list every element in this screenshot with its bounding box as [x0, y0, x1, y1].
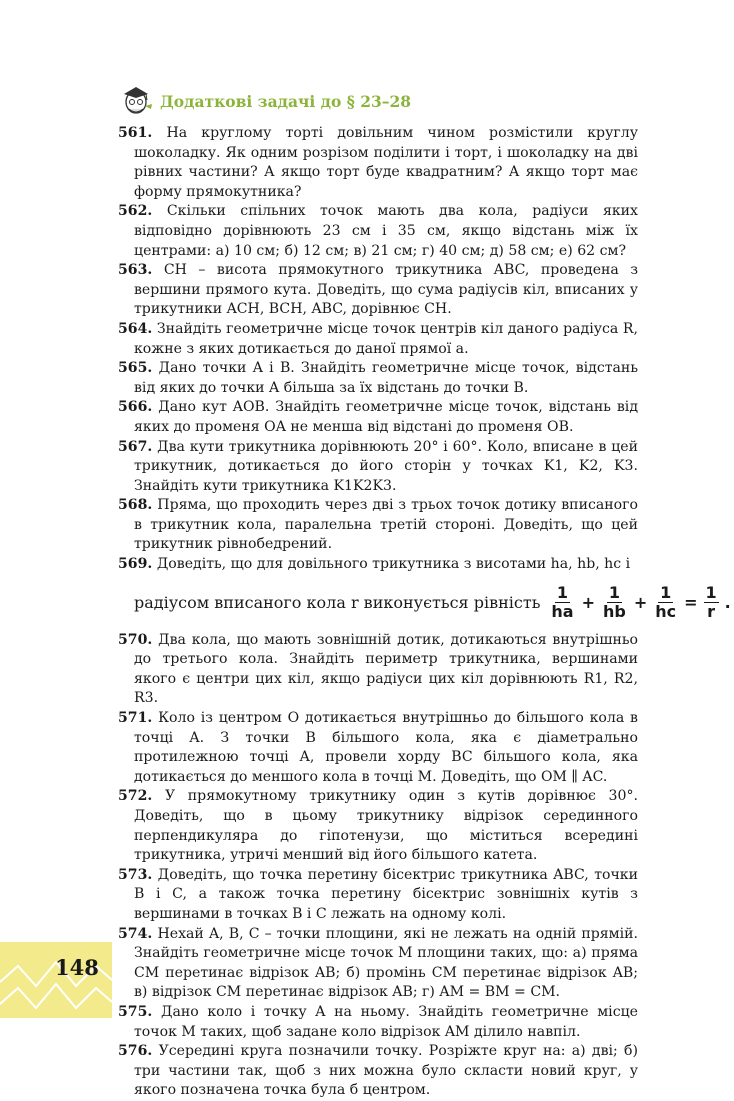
problem-575: 575. Дано коло і точку A на ньому. Знайдіть геометричне місце точок M таких, щоб задане коло відрізок AM ділило навпіл. — [118, 1003, 638, 1040]
problem-561: 561. На круглому торті довільним чином розмістили круглу шоколадку. Як одним розрізом поділити і торт, і шоколадку на дві рівних частини? А якщо торт буде квадратним? А якщо торт має форму прямокутника? — [118, 125, 639, 200]
fraction: $\frac{1}{hb}$ — [603, 583, 626, 622]
page-number: 148 — [55, 955, 99, 980]
section-title: Додаткові задачі до § 23–28 — [160, 91, 412, 111]
fraction: $\frac{1}{ha}$ — [551, 583, 574, 622]
fraction: $\frac{1}{r}$ — [705, 583, 717, 622]
problem-567: 567. Два кути трикутника дорівнюють 20° і 60°. Коло, вписане в цей трикутник, дотикається до його сторін у точках K1, K2, K3. Знайдіть кути трикутника K1K2K3. — [118, 438, 638, 494]
problem-566: 566. Дано кут AOB. Знайдіть геометричне місце точок, відстань від яких до променя OA не менша від відстані до променя OB. — [118, 399, 638, 435]
problem-573: 573. Доведіть, що точка перетину бісектрис трикутника ABC, точки B і C, а також точка перетину бісектрис зовнішніх кутів з вершинами в точках B і C лежать на одному колі. — [118, 866, 638, 922]
problem-list — [118, 124, 731, 1101]
corner-decoration — [0, 942, 112, 1018]
section-header — [118, 84, 411, 118]
formula-text: радіусом вписаного кола r виконується рівність — [134, 593, 541, 613]
problem-564: 564. Знайдіть геометричне місце точок центрів кіл даного радіуса R, кожне з яких дотикається до даної прямої a. — [118, 320, 638, 357]
professor-icon — [118, 84, 154, 118]
problem-565: 565. Дано точки A і B. Знайдіть геометричне місце точок, відстань від яких до точки A більша за їх відстань до точки B. — [118, 360, 638, 396]
problem-568: 568. Пряма, що проходить через дві з трьох точок дотику вписаного в трикутник кола, паралельна третій стороні. Доведіть, що цей трикутник рівнобедрений. — [118, 497, 639, 553]
problem-576: 576. Усередині круга позначили точку. Розріжте круг на: а) дві; б) три частини так, щоб з них можна було скласти новий круг, у якого позначена точка була б центром. — [118, 1043, 638, 1099]
problem-570: 570. Два кола, що мають зовнішній дотик, дотикаються внутрішньо до третього кола. Знайдіть периметр трикутника, вершинами якого є центри цих кіл, якщо радіуси цих кіл дорівнюють R1, R2, R3. — [118, 631, 639, 707]
problem-569: 569. Доведіть, що для довільного трикутника з висотами ha, hb, hc і — [118, 556, 631, 573]
problem-574: 574. Нехай A, B, C – точки площини, які не лежать на одній прямій. Знайдіть геометричне місце точок M площини таких, що: а) пряма CM перетинає відрізок AB; б) промінь CM перетинає відрізок AB; в) відрізок CM перетинає відрізок AB; г) AM = BM = CM. — [118, 925, 638, 1001]
problem-562: 562. Скільки спільних точок мають два кола, радіуси яких відповідно дорівнюють 23 см і 35 см, якщо відстань між їх центрами: а) 10 см; б) 12 см; в) 21 см; г) 40 см; д) 58 см; е) 62 см? — [118, 203, 638, 259]
formula: $\frac{1}{ha}$ + $\frac{1}{hb}$ + $\frac{1}{hc}$ = $\frac{1}{r}$ . — [551, 583, 731, 622]
problem-569-formula-line — [134, 579, 731, 627]
problem-563: 563. CH – висота прямокутного трикутника ABC, проведена з вершини прямого кута. Доведіть, що сума радіусів кіл, вписаних у трикутники ACH, BCH, ABC, дорівнює CH. — [118, 262, 639, 318]
problem-571: 571. Коло із центром O дотикається внутрішньо до більшого кола в точці A. З точки B більшого кола, яка є діаметрально протилежною точці A, провели хорду BC більшого кола, яка дотикається до меншого кола в точці M. Доведіть, що OM ∥ AC. — [118, 710, 638, 785]
fraction: $\frac{1}{hc}$ — [655, 583, 677, 622]
problem-572: 572. У прямокутному трикутнику один з кутів дорівнює 30°. Доведіть, що в цьому трикутнику відрізок серединного перпендикуляра до гіпотенузи, що міститься всередині трикутника, утричі менший від його більшого катета. — [118, 788, 639, 864]
